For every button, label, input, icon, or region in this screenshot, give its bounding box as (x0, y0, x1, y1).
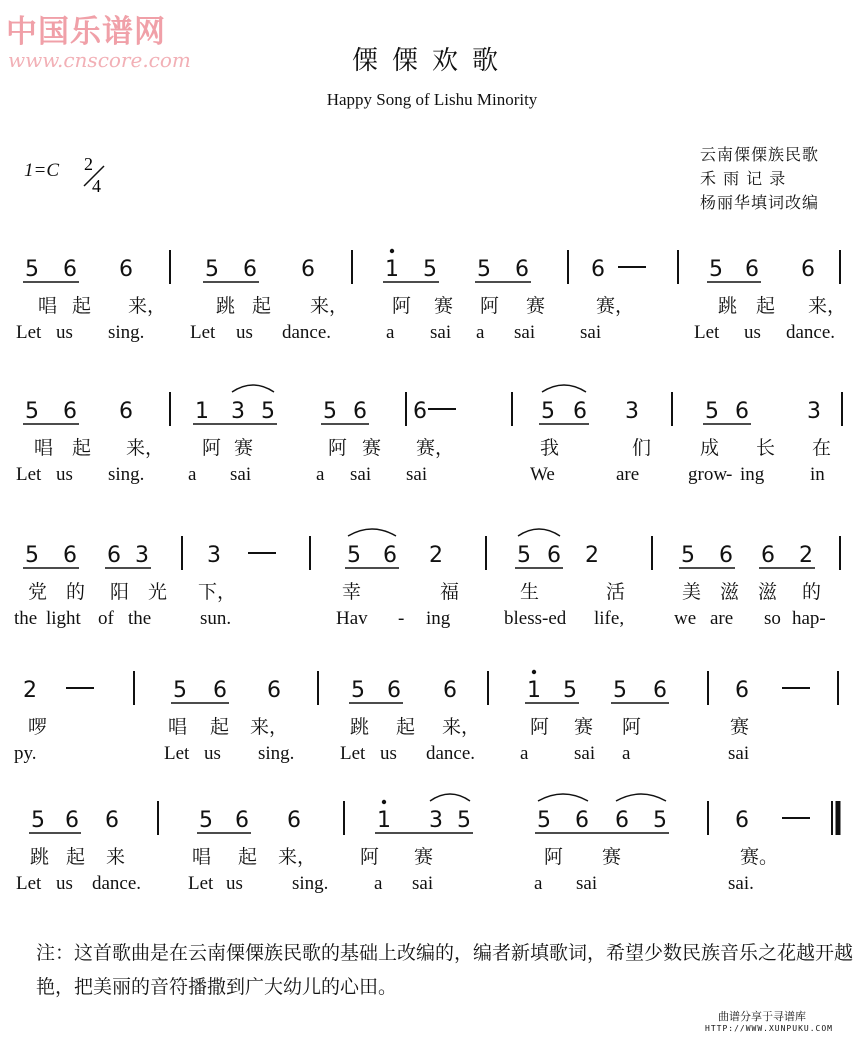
lyric-english: py. (14, 743, 37, 764)
note: 3 (231, 399, 245, 424)
note: 6 (235, 808, 249, 833)
lyric-chinese: 唱 (34, 437, 54, 459)
lyric-chinese: 赛 (234, 437, 254, 459)
lyric-chinese: 来， (126, 437, 165, 459)
note: 2 (23, 678, 37, 703)
lyric-english: a (374, 873, 383, 894)
lyric-english: grow (688, 464, 728, 485)
lyric-chinese: 长 (756, 437, 776, 459)
lyric-english: a (534, 873, 543, 894)
lyric-chinese: 美 (682, 581, 702, 603)
note: 5 (173, 678, 187, 703)
lyric-chinese: 赛 (414, 846, 434, 868)
lyric-chinese: 唱 (38, 295, 58, 317)
time-signature-numerator: 2 (84, 154, 93, 174)
note: 6 (301, 257, 315, 282)
lyric-english: us (56, 873, 73, 894)
note: 5 (457, 808, 471, 833)
note: 2 (429, 543, 443, 568)
credit-arranger: 杨丽华填词改编 (700, 193, 820, 212)
lyric-chinese: 在 (812, 437, 832, 459)
lyric-chinese: 跳 (718, 295, 738, 317)
lyric-chinese: 起 (756, 295, 776, 317)
note: 5 (261, 399, 275, 424)
note: 6 (413, 399, 427, 424)
slur-arc (232, 385, 274, 392)
lyric-english: - (398, 608, 405, 629)
note: 6 (63, 257, 77, 282)
lyric-english: the (14, 608, 38, 629)
credit-origin: 云南傈傈族民歌 (700, 145, 820, 164)
lyric-chinese: 幸 (342, 581, 362, 603)
lyric-english: sai (574, 743, 596, 764)
lyric-english: Let (164, 743, 190, 764)
lyric-chinese: 赛， (596, 295, 635, 317)
slur-arc (616, 794, 666, 801)
lyric-chinese: 起 (72, 295, 92, 317)
lyric-chinese: 来， (442, 716, 481, 738)
lyric-chinese: 阳 (110, 581, 130, 603)
lyric-english: sai (230, 464, 252, 485)
lyric-chinese: 来， (128, 295, 167, 317)
lyric-chinese: 成 (700, 437, 720, 459)
lyric-english: Hav (336, 608, 368, 629)
footer-site: 曲谱分享于寻谱库 (718, 1010, 806, 1023)
song-title: 傈傈欢歌 (351, 46, 512, 76)
lyric-chinese: 唱 (168, 716, 188, 738)
note: 6 (801, 257, 815, 282)
lyric-english: a (316, 464, 325, 485)
lyric-english: so (764, 608, 781, 629)
lyric-english: dance. (426, 743, 476, 764)
lyric-chinese: 阿 (328, 437, 348, 459)
lyric-english: sai. (728, 873, 754, 894)
lyric-chinese: 赛， (416, 437, 455, 459)
lyric-english: a (386, 322, 395, 343)
slur-arc (542, 385, 586, 392)
note: 5 (25, 543, 39, 568)
lyric-english: sai (412, 873, 434, 894)
note: 6 (63, 399, 77, 424)
note-high-1: 1 (527, 678, 541, 703)
note: 5 (351, 678, 365, 703)
slur-arc (518, 529, 560, 536)
note: 6 (615, 808, 629, 833)
note: 6 (719, 543, 733, 568)
lyric-chinese: 阿 (392, 295, 412, 317)
lyric-english: sai (430, 322, 452, 343)
lyric-english: sai (728, 743, 750, 764)
lyric-chinese: 的 (66, 581, 86, 603)
time-signature-denominator: 4 (92, 176, 101, 196)
note: 5 (517, 543, 531, 568)
note: 5 (681, 543, 695, 568)
note: 5 (347, 543, 361, 568)
lyric-english: hap- (792, 608, 826, 629)
note: 2 (585, 543, 599, 568)
lyric-chinese: 赛 (526, 295, 546, 317)
lyric-english: of (98, 608, 114, 629)
note: 6 (63, 543, 77, 568)
slur-arc (348, 529, 396, 536)
lyric-english: in (810, 464, 825, 485)
lyric-english: Let (694, 322, 720, 343)
lyric-chinese: 阿 (480, 295, 500, 317)
lyric-english: sing. (108, 322, 145, 343)
note: 6 (515, 257, 529, 282)
note: 6 (387, 678, 401, 703)
lyric-chinese: 赛 (434, 295, 454, 317)
lyric-chinese: 起 (66, 846, 86, 868)
lyric-chinese: 赛 (574, 716, 594, 738)
note: 6 (243, 257, 257, 282)
note: 5 (205, 257, 219, 282)
note: 3 (807, 399, 821, 424)
lyric-english: bless-ed (504, 608, 567, 629)
lyric-chinese: 滋 (758, 581, 778, 603)
lyric-english: us (56, 464, 73, 485)
lyric-chinese: 来 (106, 846, 126, 868)
lyric-english: a (622, 743, 631, 764)
lyric-english: a (188, 464, 197, 485)
note: 6 (735, 399, 749, 424)
note: 6 (443, 678, 457, 703)
lyric-chinese: 生 (520, 581, 540, 603)
lyric-chinese: 来， (278, 846, 317, 868)
note: 6 (575, 808, 589, 833)
lyric-english: sai (576, 873, 598, 894)
note: 6 (105, 808, 119, 833)
slur-arc (538, 794, 588, 801)
note: 6 (119, 399, 133, 424)
note: 6 (573, 399, 587, 424)
lyric-chinese: 阿 (530, 716, 550, 738)
lyric-english: life, (594, 608, 625, 629)
lyric-english: Let (190, 322, 216, 343)
note: 5 (563, 678, 577, 703)
lyric-chinese: 跳 (216, 295, 236, 317)
lyric-english: - (726, 464, 733, 485)
note: 6 (213, 678, 227, 703)
lyric-english: sing. (292, 873, 329, 894)
lyric-english: Let (340, 743, 366, 764)
lyric-chinese: 跳 (350, 716, 370, 738)
lyric-chinese: 阿 (360, 846, 380, 868)
note: 6 (267, 678, 281, 703)
lyric-chinese: 来， (808, 295, 847, 317)
note-high-1: 1 (377, 808, 391, 833)
lyric-chinese: 福 (440, 581, 460, 603)
lyric-chinese: 下， (198, 581, 237, 603)
high-octave-dot (390, 249, 394, 253)
note: 5 (323, 399, 337, 424)
lyric-english: sing. (108, 464, 145, 485)
note: 3 (625, 399, 639, 424)
note: 6 (353, 399, 367, 424)
note: 6 (591, 257, 605, 282)
lyric-chinese: 来， (250, 716, 289, 738)
lyric-english: sai (580, 322, 602, 343)
lyric-english: sai (406, 464, 428, 485)
lyric-chinese: 党 (28, 581, 48, 603)
lyric-english: are (710, 608, 734, 629)
watermark-url: www.cnscore.com (8, 48, 191, 72)
lyric-english: light (46, 608, 81, 629)
lyric-english: ing (740, 464, 765, 485)
lyric-english: ing (426, 608, 451, 629)
lyric-english: sun. (200, 608, 232, 629)
lyric-chinese: 起 (396, 716, 416, 738)
lyric-english: us (380, 743, 397, 764)
lyric-english: sing. (258, 743, 295, 764)
lyric-english: the (128, 608, 152, 629)
lyric-chinese: 阿 (544, 846, 564, 868)
note: 1 (195, 399, 209, 424)
key-signature: 1=C (24, 160, 59, 181)
lyric-chinese: 滋 (720, 581, 740, 603)
high-octave-dot (382, 800, 386, 804)
note: 6 (119, 257, 133, 282)
note: 3 (429, 808, 443, 833)
note: 6 (745, 257, 759, 282)
lyric-english: Let (16, 322, 42, 343)
note: 5 (31, 808, 45, 833)
note: 5 (613, 678, 627, 703)
lyric-chinese: 起 (238, 846, 258, 868)
lyric-english: us (226, 873, 243, 894)
lyric-english: dance. (92, 873, 142, 894)
lyric-english: a (520, 743, 529, 764)
lyric-chinese: 唱 (192, 846, 212, 868)
note: 2 (799, 543, 813, 568)
footer-url: HTTP://WWW.XUNPUKU.COM (705, 1024, 833, 1033)
lyric-english: us (744, 322, 761, 343)
note: 5 (541, 399, 555, 424)
lyric-chinese: 赛 (602, 846, 622, 868)
note: 6 (287, 808, 301, 833)
note-high-1: 1 (385, 257, 399, 282)
lyric-english: Let (16, 873, 42, 894)
note: 5 (25, 399, 39, 424)
lyric-english: us (204, 743, 221, 764)
lyric-english: Let (16, 464, 42, 485)
lyric-chinese: 我 (540, 437, 560, 459)
lyric-english: Let (188, 873, 214, 894)
note: 5 (537, 808, 551, 833)
lyric-chinese: 赛。 (740, 846, 779, 868)
note: 6 (65, 808, 79, 833)
note: 5 (199, 808, 213, 833)
note: 5 (653, 808, 667, 833)
lyric-chinese: 光 (148, 581, 168, 603)
lyric-chinese: 赛 (730, 716, 750, 738)
lyric-chinese: 跳 (30, 846, 50, 868)
lyric-chinese: 起 (252, 295, 272, 317)
lyric-chinese: 赛 (362, 437, 382, 459)
note: 6 (547, 543, 561, 568)
lyric-english: are (616, 464, 640, 485)
lyric-chinese: 们 (632, 437, 652, 459)
lyric-chinese: 起 (210, 716, 230, 738)
note: 5 (25, 257, 39, 282)
lyric-chinese: 来， (310, 295, 349, 317)
lyric-english: dance. (282, 322, 332, 343)
note: 6 (735, 678, 749, 703)
credit-recorder: 禾 雨 记 录 (700, 169, 787, 188)
lyric-chinese: 啰 (28, 716, 48, 738)
note: 6 (735, 808, 749, 833)
lyric-chinese: 阿 (202, 437, 222, 459)
lyric-english: dance. (786, 322, 836, 343)
lyric-chinese: 阿 (622, 716, 642, 738)
editor-note: 注：这首歌曲是在云南傈傈族民歌的基础上改编的，编者新填歌词，希望少数民族音乐之花越开越艳，把美丽的音符播撒到广大幼儿的心田。 (36, 942, 854, 998)
lyric-chinese: 活 (606, 581, 626, 603)
note: 5 (705, 399, 719, 424)
note: 6 (761, 543, 775, 568)
slur-arc (430, 794, 470, 801)
high-octave-dot (532, 670, 536, 674)
song-subtitle: Happy Song of Lishu Minority (326, 90, 538, 109)
note: 6 (383, 543, 397, 568)
lyric-english: We (530, 464, 555, 485)
note: 5 (423, 257, 437, 282)
lyric-english: sai (514, 322, 536, 343)
note: 5 (477, 257, 491, 282)
lyric-chinese: 的 (802, 581, 822, 603)
lyric-english: we (674, 608, 697, 629)
note: 3 (135, 543, 149, 568)
note: 6 (107, 543, 121, 568)
note: 5 (709, 257, 723, 282)
lyric-english: us (236, 322, 253, 343)
lyric-english: sai (350, 464, 372, 485)
lyric-english: us (56, 322, 73, 343)
lyric-english: a (476, 322, 485, 343)
lyric-chinese: 起 (72, 437, 92, 459)
watermark-site-name: 中国乐谱网 (6, 14, 166, 50)
note: 6 (653, 678, 667, 703)
note: 3 (207, 543, 221, 568)
